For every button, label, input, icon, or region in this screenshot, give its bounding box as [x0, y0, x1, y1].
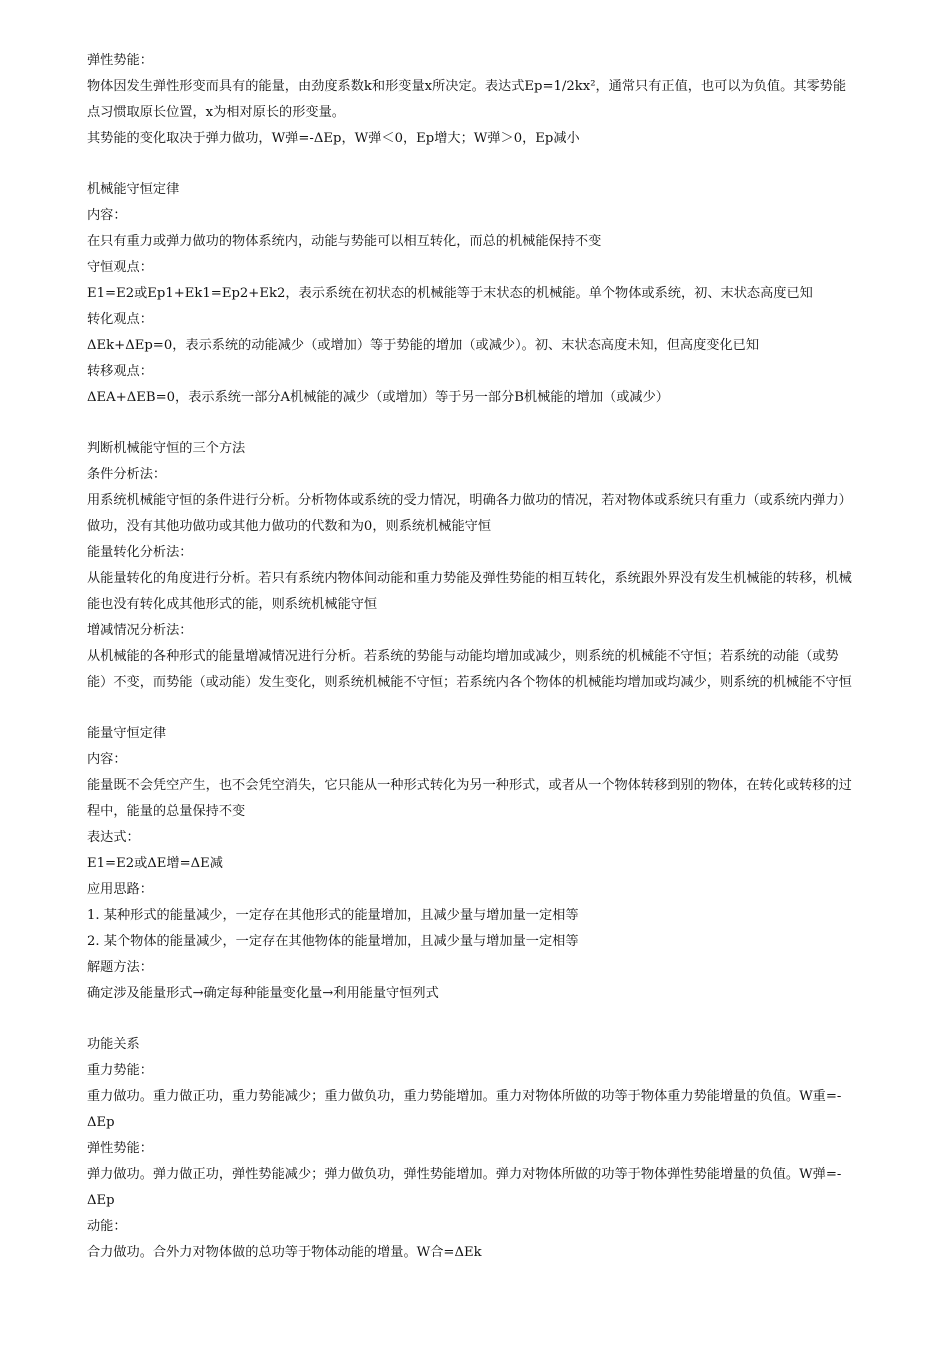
- work-elastic: 弹力做功。弹力做正功，弹性势能减少；弹力做负功，弹性势能增加。弹力对物体所做的功等于物体弹性势能增量的负值。W弹=-ΔEp: [87, 1167, 842, 1208]
- judge-method1-label: 条件分析法：: [87, 467, 167, 482]
- elastic-title: 弹性势能：: [87, 53, 153, 68]
- mech-content: 在只有重力或弹力做功的物体系统内，动能与势能可以相互转化，而总的机械能保持不变: [87, 234, 602, 249]
- document-page: [87, 48, 857, 1266]
- mech-view1-label: 守恒观点：: [87, 260, 153, 275]
- work-kinetic: 合力做功。合外力对物体做的总功等于物体动能的增量。W合=ΔEk: [87, 1245, 482, 1260]
- elastic-paragraph-2: 其势能的变化取决于弹力做功，W弹=-ΔEp，W弹＜0，Ep增大；W弹＞0，Ep减小: [87, 131, 580, 146]
- energy-content: 能量既不会凭空产生，也不会凭空消失，它只能从一种形式转化为另一种形式，或者从一个物体转移到别的物体，在转化或转移的过程中，能量的总量保持不变: [87, 778, 852, 819]
- work-kinetic-label: 动能：: [87, 1219, 127, 1234]
- energy-method: 确定涉及能量形式→确定每种能量变化量→利用能量守恒列式: [87, 986, 439, 1001]
- energy-content-label: 内容：: [87, 752, 127, 767]
- section-gap: [87, 152, 857, 177]
- energy-conservation-title: 能量守恒定律: [87, 726, 167, 741]
- mech-view1: E1=E2或Ep1+Ek1=Ep2+Ek2，表示系统在初状态的机械能等于末状态的机械能。单个物体或系统，初、末状态高度已知: [87, 286, 813, 301]
- section-gap: [87, 696, 857, 721]
- energy-app-item-2: 2. 某个物体的能量减少，一定存在其他物体的能量增加，且减少量与增加量一定相等: [87, 934, 579, 949]
- energy-expr-label: 表达式：: [87, 830, 140, 845]
- energy-app-item-1: 1. 某种形式的能量减少，一定存在其他形式的能量增加，且减少量与增加量一定相等: [87, 908, 579, 923]
- mech-view2: ΔEk+ΔEp=0，表示系统的动能减少（或增加）等于势能的增加（或减少）。初、末状态高度未知，但高度变化已知: [87, 338, 760, 353]
- energy-app-label: 应用思路：: [87, 882, 153, 897]
- work-gravity: 重力做功。重力做正功，重力势能减少；重力做负功，重力势能增加。重力对物体所做的功等于物体重力势能增量的负值。W重=-ΔEp: [87, 1089, 842, 1130]
- section-gap: [87, 1007, 857, 1032]
- judge-method2: 从能量转化的角度进行分析。若只有系统内物体间动能和重力势能及弹性势能的相互转化，系统跟外界没有发生机械能的转移，机械能也没有转化成其他形式的能，则系统机械能守恒: [87, 571, 852, 612]
- judge-method3-label: 增减情况分析法：: [87, 623, 193, 638]
- mech-view3-label: 转移观点：: [87, 364, 153, 379]
- judge-method3: 从机械能的各种形式的能量增减情况进行分析。若系统的势能与动能均增加或减少，则系统的机械能不守恒；若系统的动能（或势能）不变，而势能（或动能）发生变化，则系统机械能不守恒；若系统内各个物体的机械能均增加或均减少，则系统的机械能不守恒: [87, 649, 852, 690]
- section-gap: [87, 411, 857, 436]
- energy-method-label: 解题方法：: [87, 960, 153, 975]
- mech-conservation-title: 机械能守恒定律: [87, 182, 180, 197]
- elastic-paragraph-1: 物体因发生弹性形变而具有的能量，由劲度系数k和形变量x所决定。表达式Ep=1/2kx²，通常只有正值，也可以为负值。其零势能点习惯取原长位置，x为相对原长的形变量。: [87, 79, 847, 120]
- work-elastic-label: 弹性势能：: [87, 1141, 153, 1156]
- judge-method1: 用系统机械能守恒的条件进行分析。分析物体或系统的受力情况，明确各力做功的情况，若对物体或系统只有重力（或系统内弹力）做功，没有其他功做功或其他力做功的代数和为0，则系统机械能守恒: [87, 493, 852, 534]
- mech-view3: ΔEA+ΔEB=0，表示系统一部分A机械能的减少（或增加）等于另一部分B机械能的增加（或减少）: [87, 390, 669, 405]
- energy-expr: E1=E2或ΔE增=ΔE减: [87, 856, 223, 871]
- work-gravity-label: 重力势能：: [87, 1063, 153, 1078]
- judge-method2-label: 能量转化分析法：: [87, 545, 193, 560]
- mech-view2-label: 转化观点：: [87, 312, 153, 327]
- judge-title: 判断机械能守恒的三个方法: [87, 441, 246, 456]
- mech-content-label: 内容：: [87, 208, 127, 223]
- work-energy-title: 功能关系: [87, 1037, 140, 1052]
